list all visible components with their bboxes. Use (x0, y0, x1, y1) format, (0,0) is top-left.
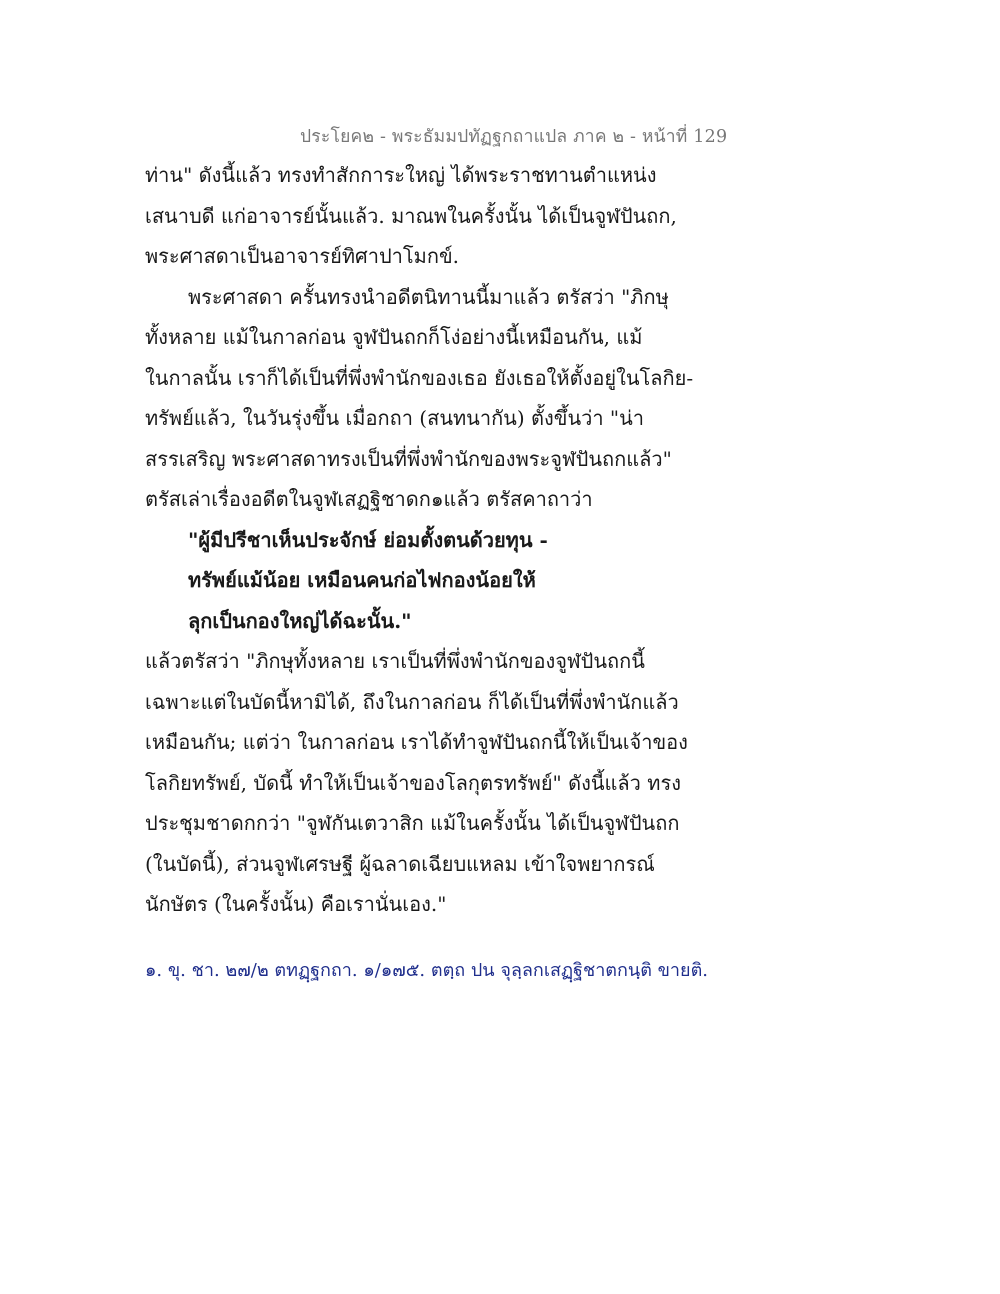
verse-line: "ผู้มีปรีชาเห็นประจักษ์ ย่อมตั้งตนด้วยทุน - (188, 527, 548, 552)
footnote: ๑. ขุ. ชา. ๒๗/๒ ตทฏฺฐกถา. ๑/๑๗๕. ตตฺถ ปน จุลฺลกเสฏฺฐิชาตกนฺติ ขายติ. (145, 960, 708, 981)
text-line: ทั้งหลาย แม้ในกาลก่อน จูฬปันถกก็โง่อย่างนี้เหมือนกัน, แม้ (145, 325, 643, 349)
text-line: ตรัสเล่าเรื่องอดีตในจูฬเสฏฐิชาดก๑แล้ว ตรัสคาถาว่า (145, 487, 593, 511)
text-line: แล้วตรัสว่า "ภิกษุทั้งหลาย เราเป็นที่พึ่งพำนักของจูฬปันถกนี้ (145, 649, 645, 673)
body-text (145, 155, 705, 925)
text-line: ในกาลนั้น เราก็ได้เป็นที่พึ่งพำนักของเธอ ยังเธอให้ตั้งอยู่ในโลกิย- (145, 365, 694, 390)
text-line: ทรัพย์แล้ว, ในวันรุ่งขึ้น เมื่อกถา (สนทนากัน) ตั้งขึ้นว่า "น่า (145, 406, 645, 430)
text-line: เหมือนกัน; แต่ว่า ในกาลก่อน เราได้ทำจูฬปันถกนี้ให้เป็นเจ้าของ (145, 730, 688, 754)
running-header: ประโยค๒ - พระธัมมปทัฏฐกถาแปล ภาค ๒ - หน้าที่ 129 (300, 127, 728, 147)
verse-line: ลุกเป็นกองใหญ่ได้ฉะนั้น." (188, 608, 412, 633)
text-line: (ในบัดนี้), ส่วนจูฬเศรษฐี ผู้ฉลาดเฉียบแหลม เข้าใจพยากรณ์ (145, 851, 655, 876)
paragraph-start-line: พระศาสดา ครั้นทรงนำอดีตนิทานนี้มาแล้ว ตรัสว่า "ภิกษุ (188, 284, 669, 309)
text-line: เสนาบดี แก่อาจารย์นั้นแล้ว. มาณพในครั้งนั้น ได้เป็นจูฬปันถก, (145, 203, 677, 228)
text-line: โลกิยทรัพย์, บัดนี้ ทำให้เป็นเจ้าของโลกุตรทรัพย์" ดังนี้แล้ว ทรง (145, 770, 681, 795)
text-line: สรรเสริญ พระศาสดาทรงเป็นที่พึ่งพำนักของพระจูฬปันถกแล้ว" (145, 446, 672, 471)
text-line: ประชุมชาดกกว่า "จูฬกันเตวาสิก แม้ในครั้งนั้น ได้เป็นจูฬปันถก (145, 811, 680, 835)
text-line: เฉพาะแต่ในบัดนี้หามิได้, ถึงในกาลก่อน ก็ได้เป็นที่พึ่งพำนักแล้ว (145, 689, 679, 714)
text-line: ท่าน" ดังนี้แล้ว ทรงทำสักการะใหญ่ ได้พระราชทานตำแหน่ง (145, 163, 657, 187)
text-line: พระศาสดาเป็นอาจารย์ทิศาปาโมกข์. (145, 244, 459, 268)
verse-line: ทรัพย์แม้น้อย เหมือนคนก่อไฟกองน้อยให้ (188, 568, 536, 592)
text-line: นักษัตร (ในครั้งนั้น) คือเรานั่นเอง." (145, 892, 447, 916)
